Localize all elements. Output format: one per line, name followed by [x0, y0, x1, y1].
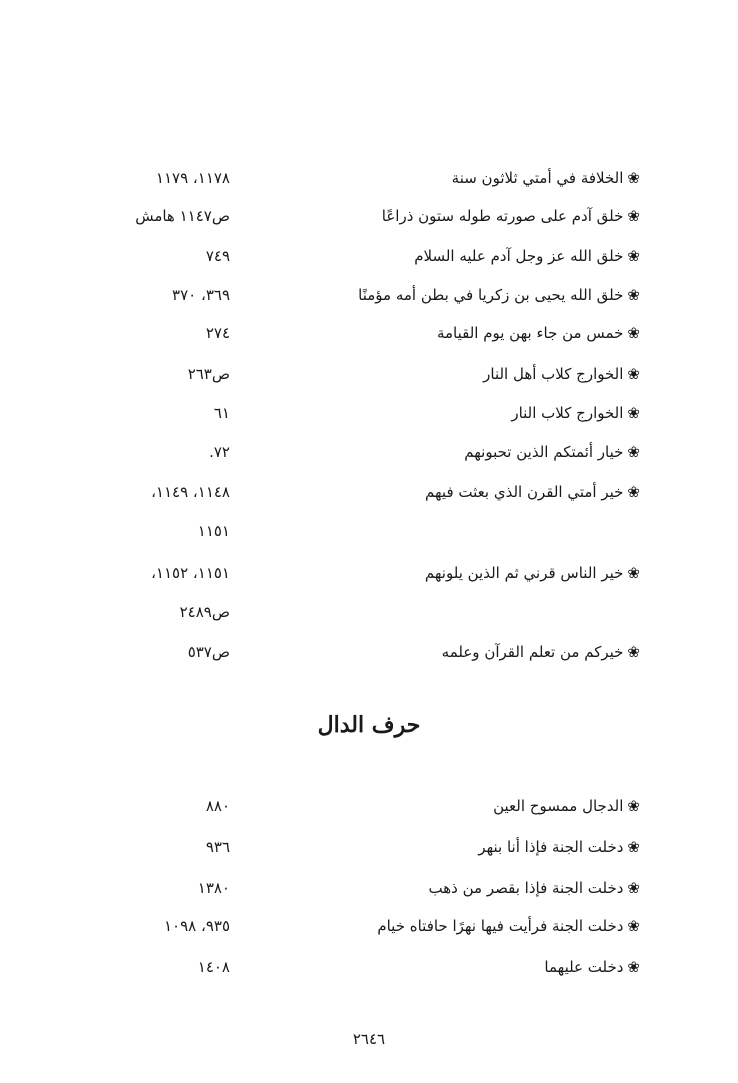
entry-reference: ص٢٤٨٩ — [179, 603, 230, 621]
entry-reference: ١١٥١، ١١٥٢، — [151, 564, 230, 582]
flower-bullet-icon: ❀ — [627, 247, 640, 265]
entry-reference: ٩٣٦ — [205, 838, 230, 856]
flower-bullet-icon: ❀ — [627, 917, 640, 935]
entry-text: ❀الخلافة في أمتي ثلاثون سنة — [451, 169, 640, 187]
entry-text: ❀دخلت الجنة فرأيت فيها نهرًا حافتاه خيام — [377, 917, 640, 935]
index-entry — [40, 558, 640, 588]
entry-reference: ص٢٦٣ — [187, 365, 230, 383]
index-entry — [40, 873, 640, 903]
flower-bullet-icon: ❀ — [627, 483, 640, 501]
entry-text: ❀خيركم من تعلم القرآن وعلمه — [441, 643, 640, 661]
index-entry — [40, 791, 640, 821]
page-number: ٢٦٤٦ — [352, 1030, 386, 1048]
index-entry — [40, 832, 640, 862]
entry-text: ❀دخلت عليهما — [544, 958, 640, 976]
entry-text: ❀الخوارج كلاب النار — [511, 404, 640, 422]
entry-text: ❀الدجال ممسوح العين — [493, 797, 640, 815]
entry-reference: ٧٤٩ — [205, 247, 230, 265]
entry-reference: ٨٨٠ — [205, 797, 230, 815]
entry-reference: ١١٥١ — [197, 522, 230, 540]
entry-text: ❀خلق الله عز وجل آدم عليه السلام — [414, 247, 640, 265]
entry-text: ❀الخوارج كلاب أهل النار — [483, 365, 640, 383]
section-heading: حرف الدال — [317, 712, 421, 738]
index-entry — [40, 201, 640, 231]
index-entry — [40, 637, 640, 667]
entry-reference: ص١١٤٧ هامش — [135, 207, 230, 225]
flower-bullet-icon: ❀ — [627, 404, 640, 422]
flower-bullet-icon: ❀ — [627, 365, 640, 383]
entry-text: ❀خلق الله يحيى بن زكريا في بطن أمه مؤمنًا — [358, 286, 640, 304]
flower-bullet-icon: ❀ — [627, 643, 640, 661]
entry-text: ❀خمس من جاء بهن يوم القيامة — [436, 324, 640, 342]
index-entry — [40, 318, 640, 348]
index-entry — [40, 952, 640, 982]
entry-reference: ٢٧٤ — [205, 324, 230, 342]
index-entry — [40, 280, 640, 310]
entry-text: ❀دخلت الجنة فإذا بقصر من ذهب — [428, 879, 640, 897]
entry-text: ❀دخلت الجنة فإذا أنا بنهر — [478, 838, 640, 856]
flower-bullet-icon: ❀ — [627, 564, 640, 582]
flower-bullet-icon: ❀ — [627, 797, 640, 815]
entry-reference: ٩٣٥، ١٠٩٨ — [163, 917, 230, 935]
flower-bullet-icon: ❀ — [627, 958, 640, 976]
entry-reference: ص٥٣٧ — [187, 643, 230, 661]
entry-reference: ١٤٠٨ — [197, 958, 230, 976]
flower-bullet-icon: ❀ — [627, 324, 640, 342]
flower-bullet-icon: ❀ — [627, 207, 640, 225]
entry-reference: ٦١ — [213, 404, 230, 422]
entry-reference: ٧٢. — [209, 443, 230, 461]
flower-bullet-icon: ❀ — [627, 838, 640, 856]
entry-text: ❀خيار أئمتكم الذين تحبونهم — [464, 443, 640, 461]
entry-reference: ١١٧٨، ١١٧٩ — [155, 169, 230, 187]
index-entry — [40, 163, 640, 193]
entry-text: ❀خلق آدم على صورته طوله ستون ذراعًا — [381, 207, 640, 225]
index-entry-continuation — [40, 597, 640, 627]
entry-reference: ٣٦٩، ٣٧٠ — [172, 286, 230, 304]
index-entry — [40, 477, 640, 507]
entry-text: ❀خير أمتي القرن الذي بعثت فيهم — [425, 483, 640, 501]
entry-text: ❀خير الناس قرني ثم الذين يلونهم — [424, 564, 640, 582]
index-entry — [40, 911, 640, 941]
index-entry — [40, 398, 640, 428]
flower-bullet-icon: ❀ — [627, 879, 640, 897]
flower-bullet-icon: ❀ — [627, 443, 640, 461]
flower-bullet-icon: ❀ — [627, 169, 640, 187]
index-entry — [40, 241, 640, 271]
index-entry — [40, 437, 640, 467]
index-entry-continuation — [40, 516, 640, 546]
flower-bullet-icon: ❀ — [627, 286, 640, 304]
entry-reference: ١١٤٨، ١١٤٩، — [151, 483, 230, 501]
index-entry — [40, 359, 640, 389]
entry-reference: ١٣٨٠ — [197, 879, 230, 897]
